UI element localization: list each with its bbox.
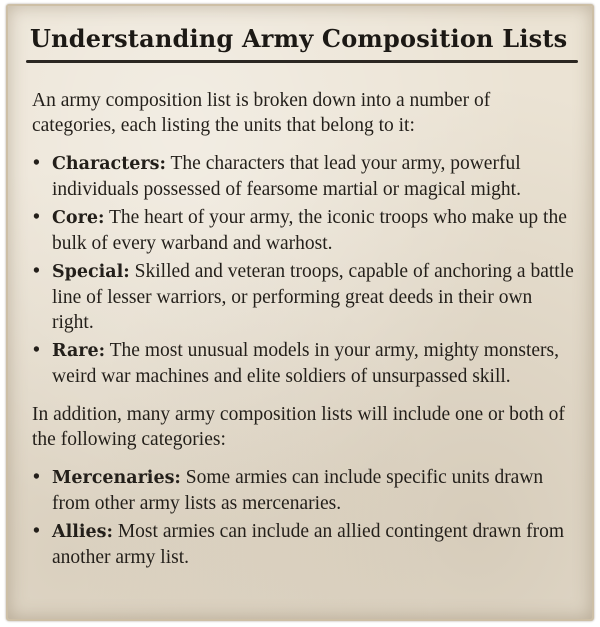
category-term: Characters:	[52, 154, 166, 174]
bullet-icon: •	[33, 207, 40, 228]
bullet-icon: •	[33, 521, 40, 542]
list-item-special	[32, 259, 577, 335]
category-description: Skilled and veteran troops, capable of anchoring a battle line of lesser warriors, or performing great deeds in their own right.	[52, 261, 574, 333]
category-term: Allies:	[52, 522, 113, 542]
page-title: Understanding Army Composition Lists	[30, 24, 568, 53]
list-item-mercenaries	[32, 465, 577, 516]
category-description: Most armies can include an allied contingent drawn from another army list.	[52, 521, 565, 568]
category-list	[32, 151, 577, 389]
list-item-core	[32, 205, 577, 256]
category-description: Some armies can include specific units drawn from other army lists as mercenaries.	[52, 467, 544, 514]
bullet-icon: •	[33, 340, 40, 361]
bullet-icon: •	[33, 261, 40, 282]
title-divider	[26, 60, 578, 63]
category-term: Mercenaries:	[52, 468, 181, 488]
category-description: The most unusual models in your army, mighty monsters, weird war machines and elite soldiers of unsurpassed skill.	[52, 340, 559, 387]
list-item-allies	[32, 519, 577, 570]
body-content	[32, 88, 577, 583]
category-description: The characters that lead your army, powerful individuals possessed of fearsome martial or magical might.	[52, 153, 521, 200]
addition-paragraph: In addition, many army composition lists will include one or both of the following categories:	[32, 404, 565, 450]
bullet-icon: •	[33, 153, 40, 174]
category-term: Rare:	[52, 341, 106, 361]
category-term: Core:	[52, 208, 105, 228]
list-item-rare	[32, 338, 577, 389]
extra-category-list	[32, 465, 577, 570]
intro-paragraph: An army composition list is broken down into a number of categories, each listing the units that belong to it:	[32, 90, 491, 136]
parchment-panel	[6, 4, 594, 621]
bullet-icon: •	[33, 467, 40, 488]
category-description: The heart of your army, the iconic troops who make up the bulk of every warband and warhost.	[52, 207, 567, 254]
list-item-characters	[32, 151, 577, 202]
category-term: Special:	[52, 262, 130, 282]
